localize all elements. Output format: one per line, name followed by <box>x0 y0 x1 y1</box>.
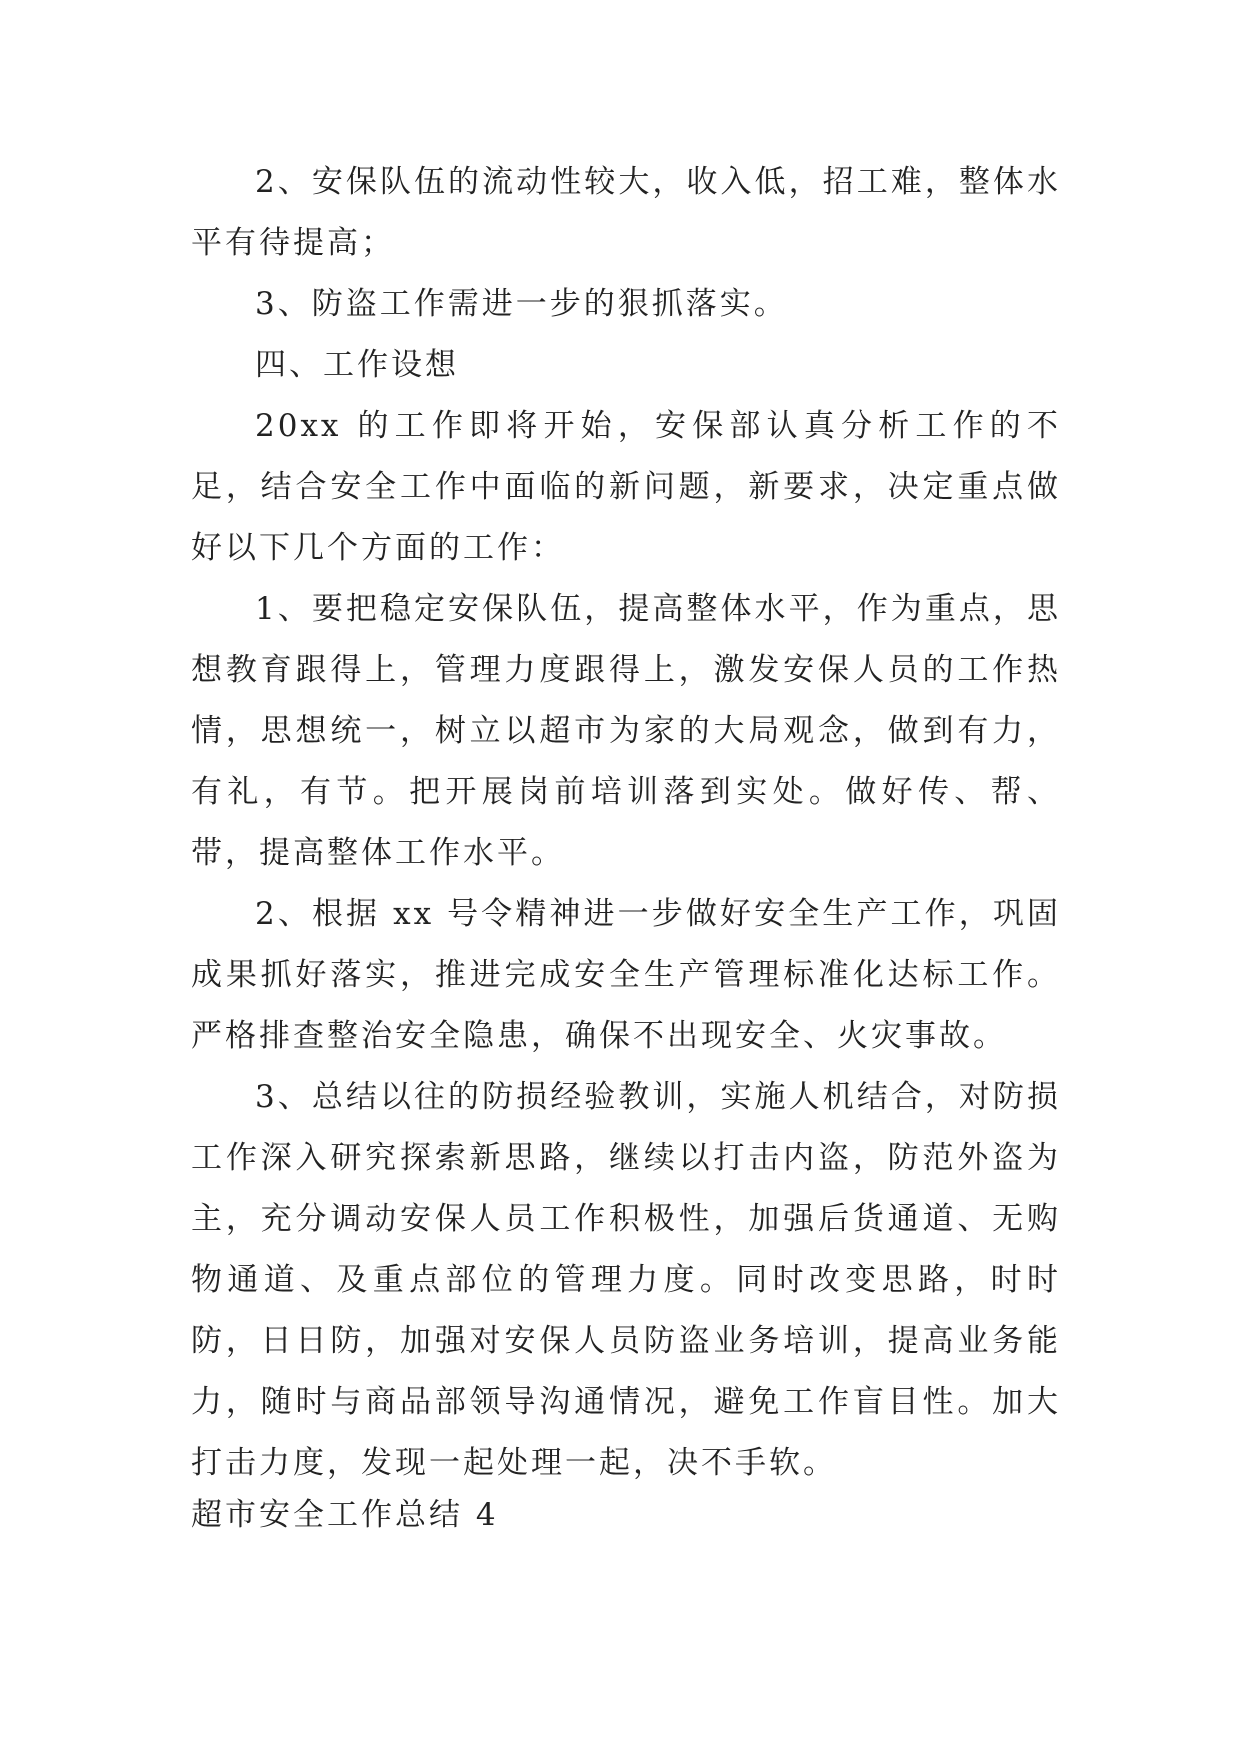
paragraph-plan-3: 3、总结以往的防损经验教训，实施人机结合，对防损工作深入研究探索新思路，继续以打击内盗，防范外盗为主，充分调动安保人员工作积极性，加强后货通道、无购物通道、及重点部位的管理力度。同时改变思路，时时防，日日防，加强对安保人员防盗业务培训，提高业务能力，随时与商品部领导沟通情况，避免工作盲目性。加大打击力度，发现一起处理一起，决不手软。 <box>191 1079 1061 1481</box>
paragraph-issue-2: 2、安保队伍的流动性较大，收入低，招工难，整体水平有待提高； <box>191 164 1061 261</box>
paragraph-plan-intro: 20xx 的工作即将开始，安保部认真分析工作的不足，结合安全工作中面临的新问题，新要求，决定重点做好以下几个方面的工作： <box>191 408 1061 566</box>
paragraph-issue-3: 3、防盗工作需进一步的狠抓落实。 <box>255 286 788 322</box>
paragraph-plan-2: 2、根据 xx 号令精神进一步做好安全生产工作，巩固成果抓好落实，推进完成安全生产管理标准化达标工作。严格排查整治安全隐患，确保不出现安全、火灾事故。 <box>191 896 1061 1054</box>
paragraph-plan-1: 1、要把稳定安保队伍，提高整体水平，作为重点，思想教育跟得上，管理力度跟得上，激发安保人员的工作热情，思想统一，树立以超市为家的大局观念，做到有力，有礼，有节。把开展岗前培训落到实处。做好传、帮、带，提高整体工作水平。 <box>191 591 1061 871</box>
section-heading-work-plan: 四、工作设想 <box>255 347 459 383</box>
document-body <box>191 152 1061 1494</box>
next-section-title: 超市安全工作总结 4 <box>191 1497 499 1533</box>
